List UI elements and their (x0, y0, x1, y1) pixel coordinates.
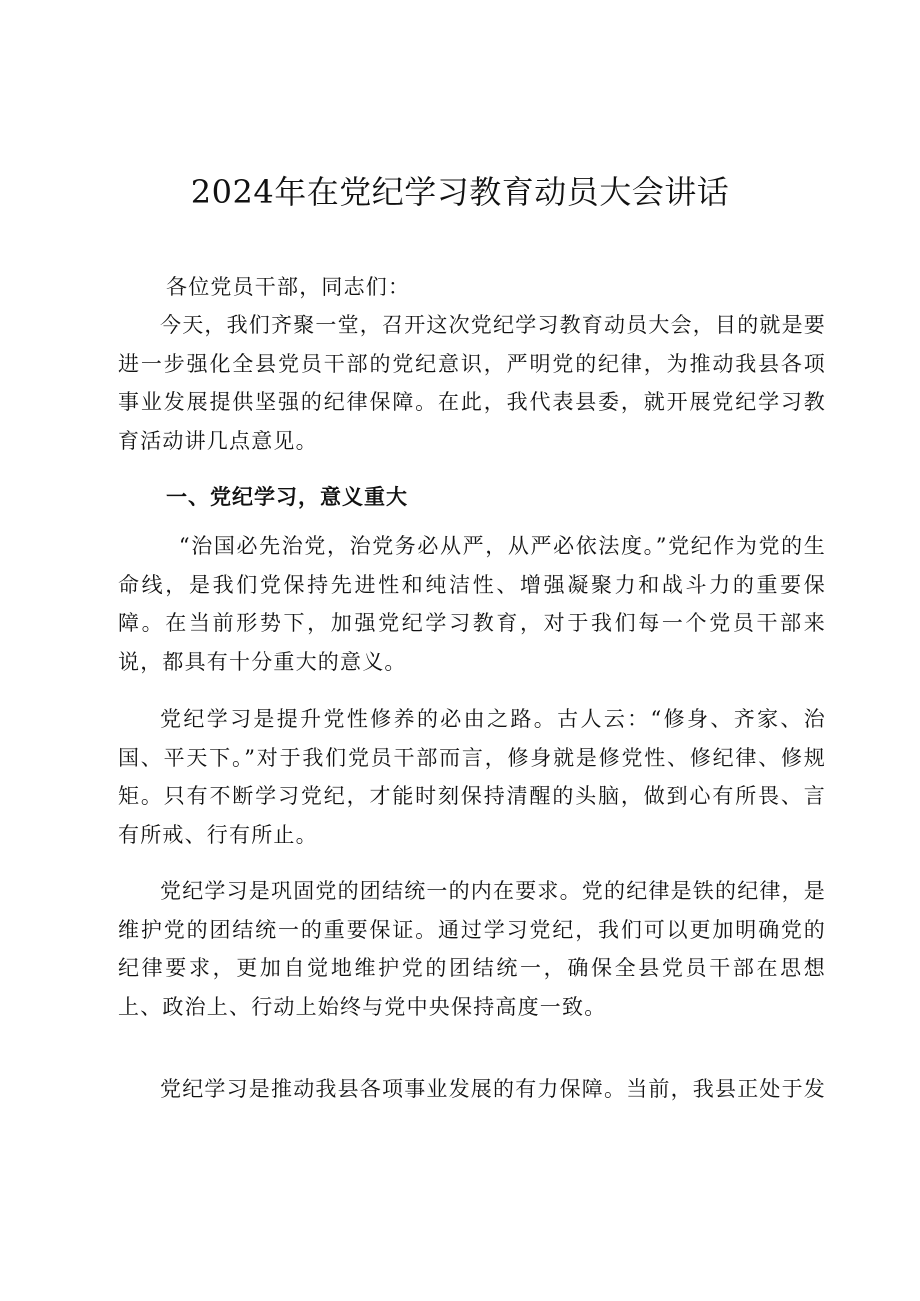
paragraph-opening: 今天，我们齐聚一堂，召开这次党纪学习教育动员大会，目的就是要进一步强化全县党员干部的党纪意识，严明党的纪律，为推动我县各项事业发展提供坚强的纪律保障。在此，我代表县委，就开展党纪学习教育活动讲几点意见。 (118, 313, 826, 453)
paragraph-unity: 党纪学习是巩固党的团结统一的内在要求。党的纪律是铁的纪律，是维护党的团结统一的重要保证。通过学习党纪，我们可以更加明确党的纪律要求，更加自觉地维护党的团结统一，确保全县党员干部在思想上、政治上、行动上始终与党中央保持高度一致。 (118, 879, 826, 1019)
salutation: 各位党员干部，同志们： (166, 275, 411, 299)
paragraph-quote: “治国必先治党，治党务必从严，从严必依法度。”党纪作为党的生命线，是我们党保持先进性和纯洁性、增强凝聚力和战斗力的重要保障。在当前形势下，加强党纪学习教育，对于我们每一个党员干部来说，都具有十分重大的意义。 (118, 534, 826, 674)
paragraph-development: 党纪学习是推动我县各项事业发展的有力保障。当前，我县正处于发 (160, 1077, 826, 1101)
section-heading-1: 一、党纪学习，意义重大 (166, 485, 408, 509)
document-title: 2024年在党纪学习教育动员大会讲话 (190, 173, 730, 211)
paragraph-self-cultivation: 党纪学习是提升党性修养的必由之路。古人云：“修身、齐家、治国、平天下。”对于我们党员干部而言，修身就是修党性、修纪律、修规矩。只有不断学习党纪，才能时刻保持清醒的头脑，做到心有所畏、言有所戒、行有所止。 (118, 707, 826, 847)
